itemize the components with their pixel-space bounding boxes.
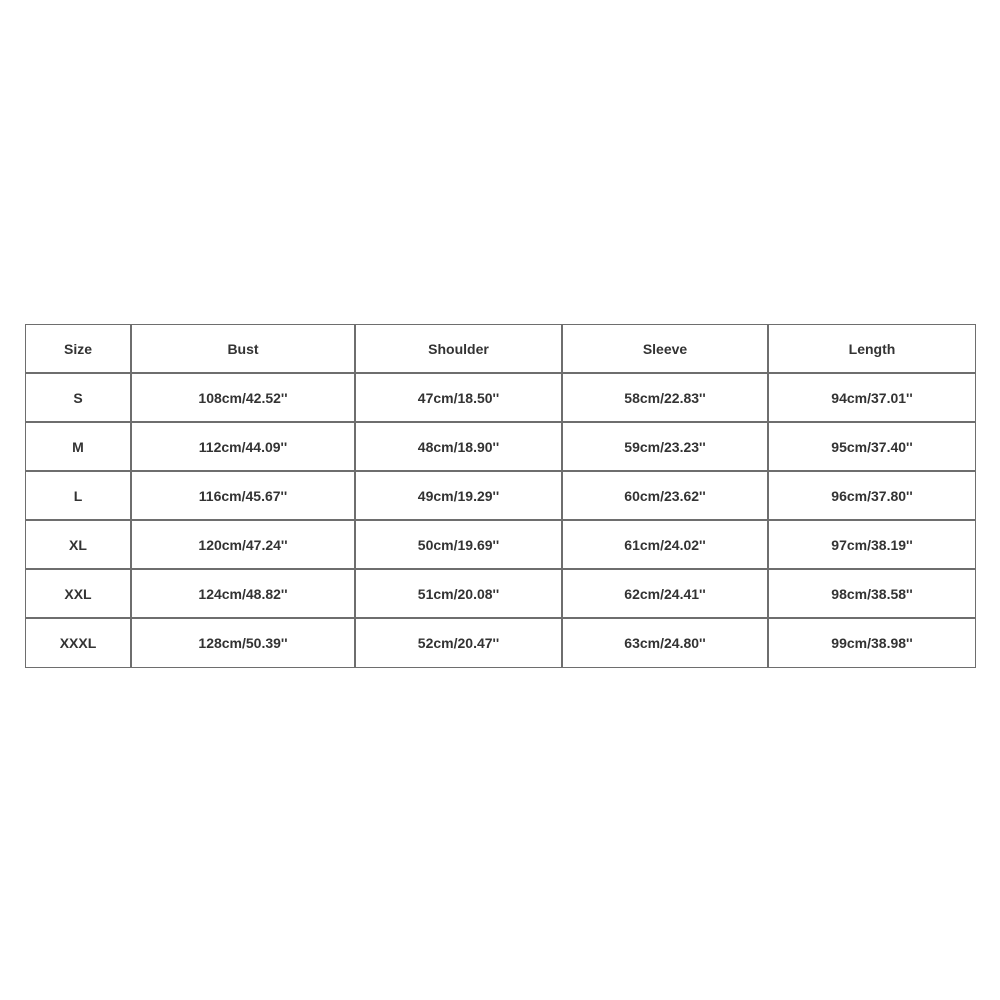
cell-sleeve: 63cm/24.80'' <box>563 619 769 668</box>
cell-bust: 108cm/42.52'' <box>132 374 356 423</box>
size-chart-table <box>25 324 976 668</box>
table-row <box>26 619 976 668</box>
header-sleeve: Sleeve <box>563 325 769 374</box>
cell-length: 96cm/37.80'' <box>769 472 976 521</box>
header-size: Size <box>26 325 132 374</box>
cell-sleeve: 62cm/24.41'' <box>563 570 769 619</box>
cell-shoulder: 49cm/19.29'' <box>356 472 563 521</box>
header-row <box>26 325 976 374</box>
cell-size: XL <box>26 521 132 570</box>
cell-size: XXL <box>26 570 132 619</box>
cell-bust: 120cm/47.24'' <box>132 521 356 570</box>
cell-sleeve: 60cm/23.62'' <box>563 472 769 521</box>
cell-bust: 116cm/45.67'' <box>132 472 356 521</box>
cell-length: 98cm/38.58'' <box>769 570 976 619</box>
table-row <box>26 472 976 521</box>
cell-size: S <box>26 374 132 423</box>
header-length: Length <box>769 325 976 374</box>
table-row <box>26 423 976 472</box>
cell-shoulder: 48cm/18.90'' <box>356 423 563 472</box>
table-row <box>26 521 976 570</box>
cell-shoulder: 51cm/20.08'' <box>356 570 563 619</box>
cell-length: 94cm/37.01'' <box>769 374 976 423</box>
cell-shoulder: 52cm/20.47'' <box>356 619 563 668</box>
cell-length: 99cm/38.98'' <box>769 619 976 668</box>
cell-size: XXXL <box>26 619 132 668</box>
cell-bust: 124cm/48.82'' <box>132 570 356 619</box>
cell-sleeve: 59cm/23.23'' <box>563 423 769 472</box>
cell-bust: 112cm/44.09'' <box>132 423 356 472</box>
header-bust: Bust <box>132 325 356 374</box>
table-row <box>26 374 976 423</box>
cell-size: M <box>26 423 132 472</box>
cell-sleeve: 58cm/22.83'' <box>563 374 769 423</box>
cell-shoulder: 50cm/19.69'' <box>356 521 563 570</box>
header-shoulder: Shoulder <box>356 325 563 374</box>
cell-length: 95cm/37.40'' <box>769 423 976 472</box>
cell-sleeve: 61cm/24.02'' <box>563 521 769 570</box>
table-row <box>26 570 976 619</box>
cell-shoulder: 47cm/18.50'' <box>356 374 563 423</box>
cell-size: L <box>26 472 132 521</box>
cell-length: 97cm/38.19'' <box>769 521 976 570</box>
cell-bust: 128cm/50.39'' <box>132 619 356 668</box>
